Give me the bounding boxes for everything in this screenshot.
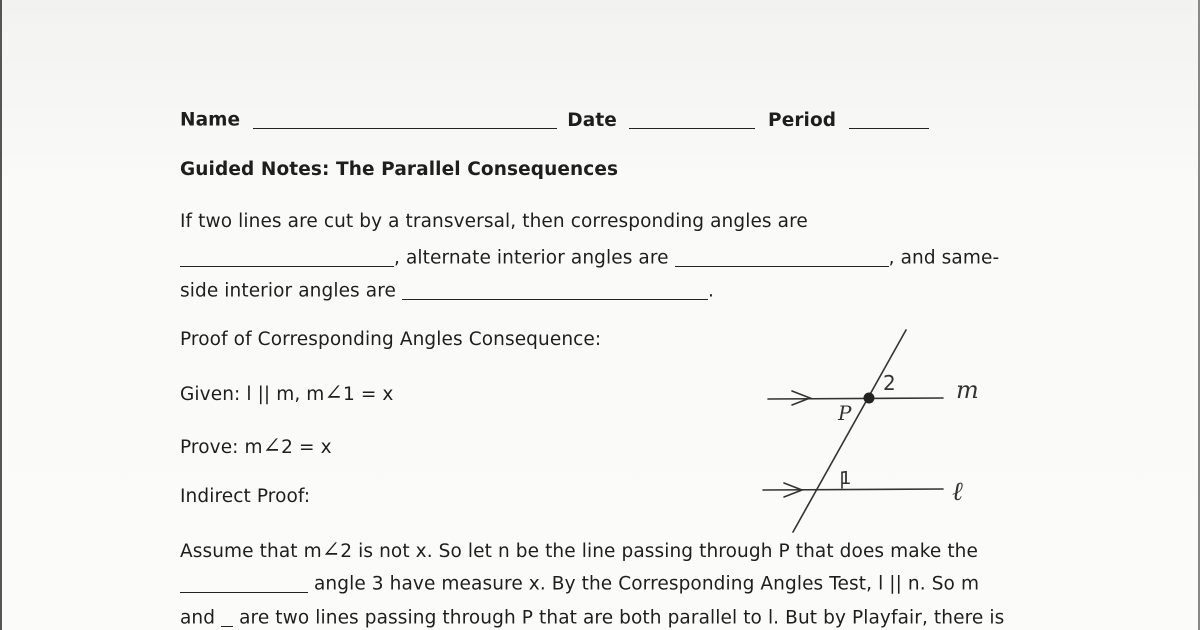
intro-line-2b: , and same-: [888, 247, 1000, 269]
date-label: Date: [567, 109, 617, 131]
label-angle-2: 2: [883, 371, 896, 395]
angle-symbol-body: ∠: [321, 538, 341, 563]
body-line-1a: Assume that m: [180, 541, 322, 562]
given-prefix: Given: l || m, m: [180, 384, 325, 405]
angle-symbol-prove: ∠: [262, 434, 282, 459]
name-label: Name: [180, 109, 241, 131]
label-point-p: P: [838, 401, 852, 425]
angle-symbol-given: ∠: [324, 381, 343, 406]
body-line-3b: are two lines passing through P that are both parallel to l. But by Playfair, there is: [239, 607, 1005, 629]
line-m: [768, 398, 943, 399]
intro-line-2a: , alternate interior angles are: [394, 247, 669, 269]
prove-suffix: 2 = x: [281, 437, 332, 458]
period-label: Period: [768, 109, 837, 131]
point-p-dot: [864, 393, 875, 404]
intro-line-1: If two lines are cut by a transversal, then corresponding angles are: [180, 211, 808, 232]
intro-line-3b: .: [707, 280, 714, 302]
label-angle-1: 1: [840, 468, 852, 489]
given-suffix: 1 = x: [342, 384, 394, 405]
transversal-line: [793, 330, 906, 532]
proof-heading: Proof of Corresponding Angles Consequence:: [180, 329, 602, 350]
body-line-1b: 2 is not x. So let n be the line passing through P that does make the: [340, 541, 978, 562]
intro-line-3a: side interior angles are: [180, 280, 396, 302]
page-title: Guided Notes: The Parallel Consequences: [180, 159, 619, 180]
indirect-heading: Indirect Proof:: [180, 486, 311, 507]
body-line-3a: and: [180, 607, 216, 629]
label-line-l: ℓ: [952, 477, 963, 507]
line-l: [763, 489, 943, 490]
body-line-2-text: angle 3 have measure x. By the Corresponding Angles Test, l || n. So m: [313, 573, 980, 595]
prove-prefix: Prove: m: [180, 437, 263, 458]
label-line-m: m: [956, 376, 979, 404]
